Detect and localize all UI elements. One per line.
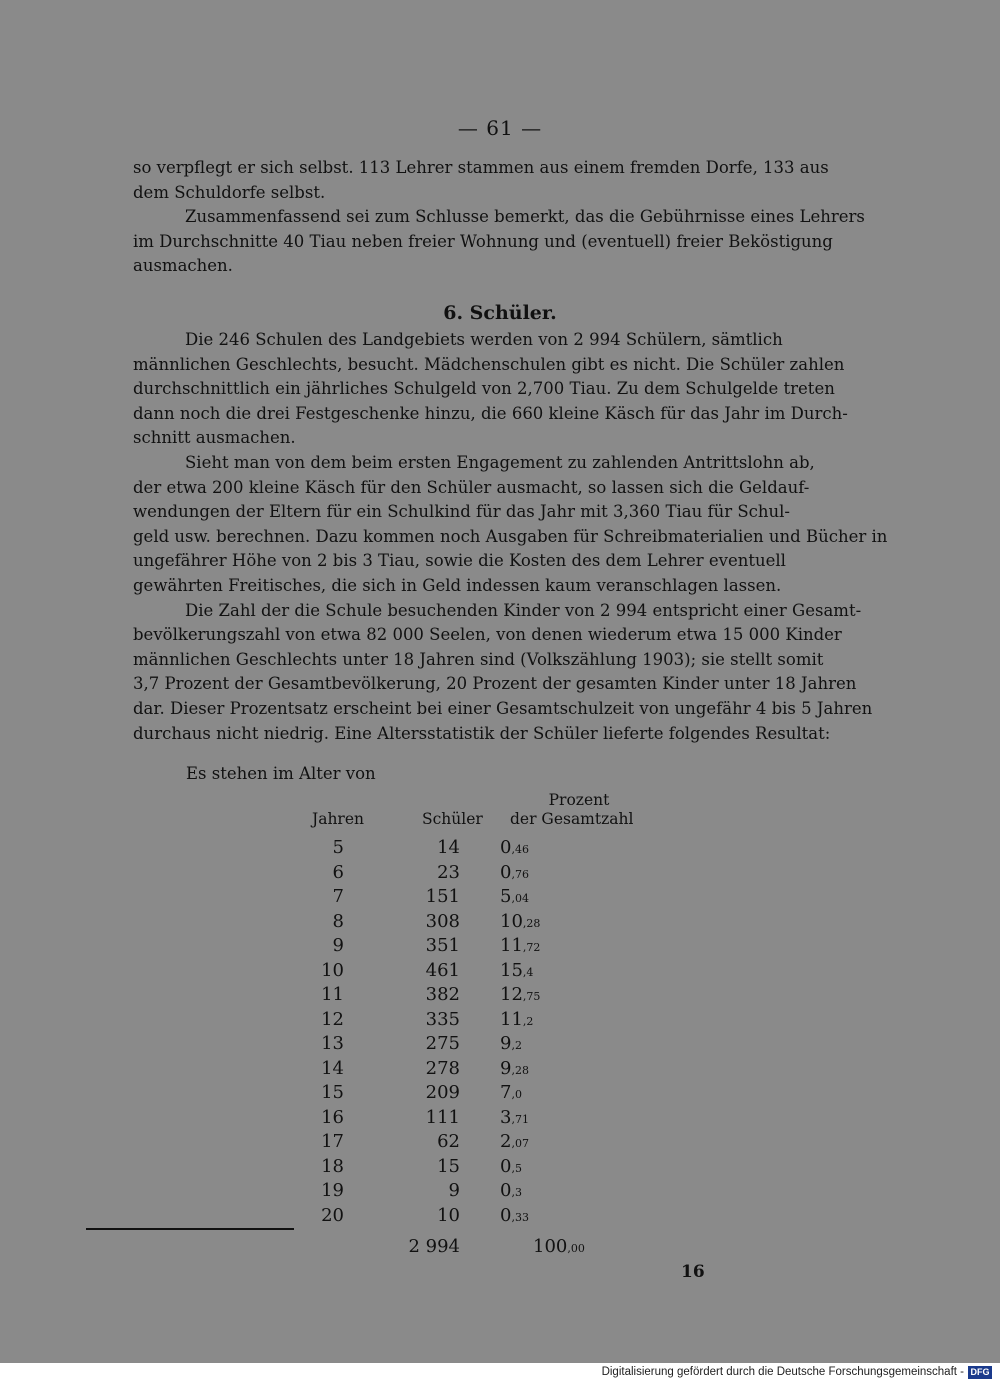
table-row [300,1131,600,1156]
percent-int: 5 [500,886,512,907]
table-row [300,911,600,936]
age-cell: 15 [321,1082,344,1103]
percent-cell [500,1033,600,1054]
table-row [300,837,600,862]
percent-dec: ,5 [511,1161,522,1175]
percent-dec: ,2 [522,1014,534,1028]
percent-cell [500,1082,600,1103]
text-line: dann noch die drei Festgeschenke hinzu, die 660 kleine Käsch für das Jahr im Durch- [133,403,848,423]
percent-cell [500,886,600,907]
count-cell: 111 [425,1106,460,1128]
total-percent [533,1236,585,1257]
text-line: männlichen Geschlechts, besucht. Mädchenschulen gibt es nicht. Die Schüler zahlen [133,354,845,374]
percent-int: 9 [500,1057,512,1079]
percent-int: 2 [500,1131,512,1152]
percent-int: 11 [500,935,523,956]
page-number: — 61 — [457,116,543,140]
signature-mark: 16 [681,1262,705,1282]
percent-int: 10 [500,910,523,932]
count-cell: 209 [425,1082,460,1103]
percent-dec: ,28 [511,1063,529,1077]
age-cell: 12 [321,1008,344,1030]
intro-text [133,156,865,279]
age-cell: 11 [321,984,344,1005]
count-cell: 382 [425,984,460,1005]
percent-cell [500,1009,600,1030]
percent-int: 0 [500,1155,512,1177]
total-pct-dec: ,00 [567,1242,585,1255]
text-line: Sieht man von dem beim ersten Engagement zu zahlenden Antrittslohn ab, [185,452,815,472]
age-cell: 10 [321,959,344,981]
percent-dec: ,75 [522,990,541,1003]
count-cell: 10 [437,1204,460,1226]
percent-cell [500,862,600,883]
age-cell: 19 [321,1180,344,1201]
text-line: bevölkerungszahl von etwa 82 000 Seelen, von denen wiederum etwa 15 000 Kinder [133,625,842,645]
age-cell: 17 [321,1131,344,1152]
age-cell: 8 [332,910,344,932]
text-line: männlichen Geschlechts unter 18 Jahren sind (Volkszählung 1903); sie stellt somit [133,649,824,669]
header-schueler: Schüler [422,810,483,828]
text-line: Die 246 Schulen des Landgebiets werden von 2 994 Schülern, sämtlich [185,330,783,349]
percent-cell [500,935,600,956]
footer-text: Digitalisierung gefördert durch die Deutsche Forschungsgemeinschaft - [601,1366,964,1378]
percent-cell [500,984,600,1005]
age-cell: 5 [332,837,344,858]
header-prozent: Prozent [548,791,610,809]
percent-dec: ,28 [522,916,541,930]
count-cell: 275 [425,1033,460,1054]
age-cell: 9 [332,935,344,956]
count-cell: 62 [437,1131,460,1152]
percent-int: 15 [500,959,523,981]
percent-cell [500,1180,600,1201]
age-cell: 20 [321,1204,344,1226]
percent-int: 11 [500,1008,523,1030]
percent-dec: ,04 [511,892,529,905]
age-cell: 13 [321,1033,344,1054]
table-row [300,1082,600,1107]
percent-cell [500,1131,600,1152]
count-cell: 461 [425,959,460,981]
total-rule [86,1228,294,1230]
percent-dec: ,46 [511,843,529,856]
percent-dec: ,33 [511,1210,529,1224]
age-cell: 6 [332,861,344,883]
percent-int: 7 [500,1082,512,1103]
percent-cell [500,1156,600,1177]
text-line: wendungen der Eltern für ein Schulkind für das Jahr mit 3,360 Tiau für Schul- [133,502,791,522]
section-heading: 6. Schüler. [443,302,557,324]
count-cell: 278 [425,1057,460,1079]
count-cell: 14 [437,837,460,858]
text-line: durchschnittlich ein jährliches Schulgeld von 2,700 Tiau. Zu dem Schulgelde treten [133,379,835,399]
age-cell: 14 [321,1057,344,1079]
percent-cell [500,1058,600,1079]
text-line: gewährten Freitisches, die sich in Geld indessen kaum veranschlagen lassen. [133,575,782,595]
text-line: so verpflegt er sich selbst. 113 Lehrer stammen aus einem fremden Dorfe, 133 aus [133,158,829,177]
percent-dec: ,0 [511,1088,522,1101]
text-line: durchaus nicht niedrig. Eine Altersstatistik der Schüler lieferte folgendes Resultat: [133,723,831,743]
percent-cell [500,1107,600,1128]
percent-int: 3 [500,1106,512,1128]
table-row [300,984,600,1009]
percent-cell [500,911,600,932]
count-cell: 308 [425,910,460,932]
table-body [300,837,600,1229]
table-row [300,1205,600,1230]
age-cell: 18 [321,1155,344,1177]
percent-int: 0 [500,1180,512,1201]
text-line: schnitt ausmachen. [133,428,296,448]
text-line: 3,7 Prozent der Gesamtbevölkerung, 20 Prozent der gesamten Kinder unter 18 Jahren [133,674,857,694]
table-row [300,960,600,985]
table-row [300,1033,600,1058]
text-line: Die Zahl der die Schule besuchenden Kinder von 2 994 entspricht einer Gesamt- [185,600,862,620]
percent-dec: ,72 [522,941,541,954]
percent-cell [500,1205,600,1226]
percent-int: 9 [500,1033,512,1054]
count-cell: 23 [437,861,460,883]
count-cell: 351 [425,935,460,956]
table-row [300,1156,600,1181]
table-row [300,1058,600,1083]
percent-cell [500,837,600,858]
text-line: geld usw. berechnen. Dazu kommen noch Ausgaben für Schreibmaterialien und Bücher in [133,526,888,546]
total-pct-int: 100 [533,1236,568,1257]
percent-int: 0 [500,1204,512,1226]
percent-int: 0 [500,837,512,858]
percent-dec: ,4 [522,965,534,979]
percent-dec: ,76 [511,867,529,881]
table-row [300,1180,600,1205]
count-cell: 15 [437,1155,460,1177]
table-row [300,1107,600,1132]
text-line: dar. Dieser Prozentsatz erscheint bei einer Gesamtschulzeit von ungefähr 4 bis 5 Jahren [133,698,873,718]
total-count: 2 994 [408,1236,460,1257]
age-cell: 16 [321,1106,344,1128]
paragraph-1 [133,156,829,205]
text-line: der etwa 200 kleine Käsch für den Schüler ausmacht, so lassen sich die Geldauf- [133,477,810,497]
percent-dec: ,2 [511,1039,522,1052]
percent-dec: ,71 [511,1112,529,1126]
table-row [300,862,600,887]
table-row [300,886,600,911]
count-cell: 9 [448,1180,460,1201]
text-line: Zusammenfassend sei zum Schlusse bemerkt, das die Gebührnisse eines Lehrers [185,207,865,227]
section-text [133,328,888,746]
age-cell: 7 [332,886,344,907]
dfg-logo: DFG [968,1366,992,1379]
text-line: ausmachen. [133,256,233,276]
header-gesamtzahl: der Gesamtzahl [510,810,634,828]
percent-int: 0 [500,861,512,883]
text-line: ungefährer Höhe von 2 bis 3 Tiau, sowie die Kosten des dem Lehrer eventuell [133,551,786,571]
percent-dec: ,3 [511,1186,522,1199]
table-row [300,935,600,960]
count-cell: 151 [425,886,460,907]
paragraph-3 [133,328,848,451]
footer-bar [0,1363,1000,1383]
percent-cell [500,960,600,981]
text-line: im Durchschnitte 40 Tiau neben freier Wohnung und (eventuell) freier Beköstigung [133,231,833,251]
paragraph-4 [133,451,888,599]
paragraph-2 [133,205,865,279]
text-line: dem Schuldorfe selbst. [133,182,326,202]
percent-int: 12 [500,984,523,1005]
table-row [300,1009,600,1034]
table-intro: Es stehen im Alter von [186,764,376,783]
percent-dec: ,07 [511,1137,529,1150]
paragraph-5 [133,599,873,747]
header-jahren: Jahren [312,810,365,828]
count-cell: 335 [425,1008,460,1030]
